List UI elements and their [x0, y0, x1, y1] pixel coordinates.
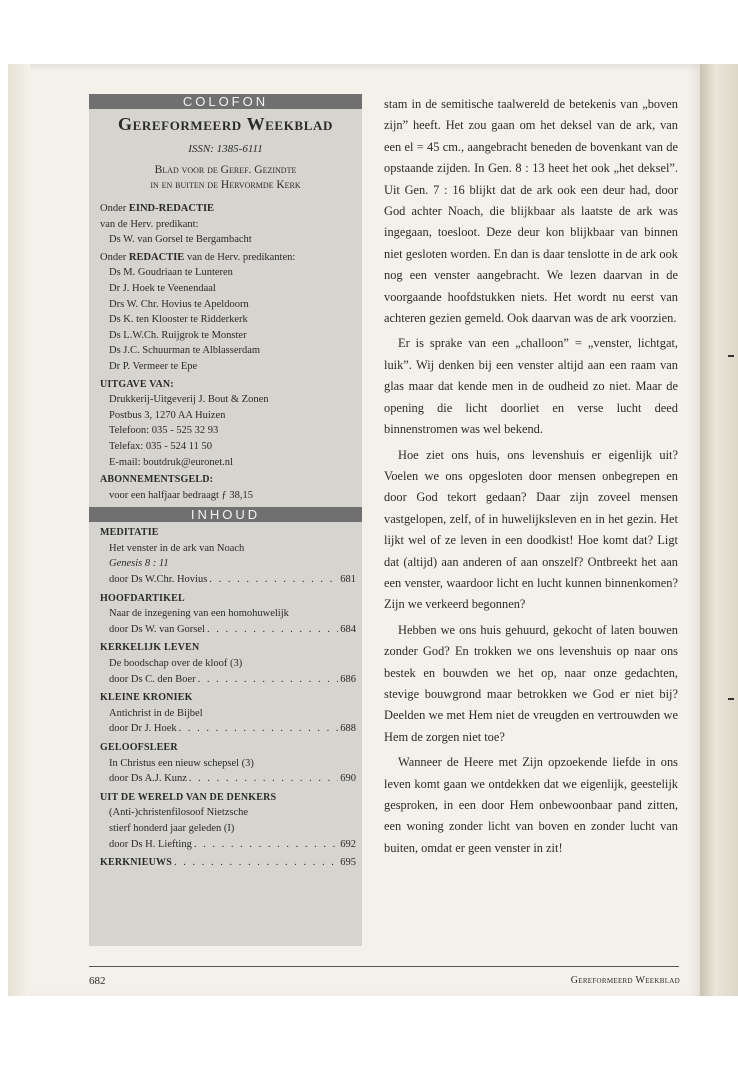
toc-author-line — [100, 721, 356, 737]
toc-author-line — [100, 572, 356, 588]
eind-redactie-prefix: Onder — [100, 203, 129, 214]
abonnementsgeld-label: ABONNEMENTSGELD: — [100, 474, 214, 486]
redactie-prefix: Onder — [100, 251, 129, 263]
toc-title: Naar de inzegening van een homohuwelijk — [109, 608, 289, 620]
toc-leader — [179, 721, 339, 737]
facing-page-edge — [700, 64, 738, 996]
toc-author-line — [100, 622, 356, 638]
toc-page: 684 — [340, 623, 356, 635]
article-paragraph: Hebben we ons huis gehuurd, gekocht of laten bouwen zonder God? En trokken we ons levenshuis op naar ons bestek en bouwden we het op, naar onze gedachten, stevige bouwgrond maar betrokken we God er niet bij? Deelden we met Hem niet de vreugden en vertrouwden we Hem de zorgen niet toe? — [384, 622, 678, 744]
redactie-member: Ds M. Goudriaan te Lunteren — [109, 267, 233, 279]
toc-section-kleine-kroniek[interactable] — [100, 690, 356, 737]
issn: ISSN: 1385-6111 — [188, 143, 263, 155]
toc-scripture: Genesis 8 : 11 — [109, 558, 169, 570]
toc-author: door Ds C. den Boer — [109, 673, 196, 685]
toc-section-kerknieuws[interactable] — [100, 855, 356, 871]
uitgave-section — [89, 377, 362, 471]
uitgave-line: E-mail: boutdruk@euronet.nl — [109, 456, 233, 468]
toc-title: In Christus een nieuw schepsel (3) — [109, 757, 254, 769]
eind-redactie-heading — [100, 201, 356, 217]
subtitle — [89, 163, 362, 193]
article-paragraph: Hoe ziet ons huis, ons levenshuis er eigenlijk uit? Voelen we ons opgesloten door mensen onbegrepen en door God tekort gedaan? Daar zijn zoveel mensen vastgelopen, zelf, of in huwelijksleven en in het gezin. Het lijkt wel of ze leven in een doodkist! Hoe komt dat? Ligt dat (altijd) aan anderen of aan onszelf? Ontbreekt het aan een venster, waardoor licht en lucht kunnen binnenkomen? Zijn we verkeerd begonnen? — [384, 447, 678, 612]
toc-page: 695 — [340, 857, 356, 869]
toc-section-denkers[interactable] — [100, 790, 356, 852]
toc-list — [89, 525, 362, 870]
page-number: 682 — [89, 975, 106, 987]
toc-author-line — [100, 771, 356, 787]
uitgave-label: UITGAVE VAN: — [100, 378, 174, 390]
masthead-title: Gereformeerd Weekblad — [118, 114, 333, 134]
toc-author: door Ds A.J. Kunz — [109, 773, 187, 785]
toc-author: door Dr J. Hoek — [109, 723, 177, 735]
toc-page: 692 — [340, 838, 356, 850]
inhoud-band: INHOUD — [89, 507, 362, 522]
uitgave-line: Telefax: 035 - 524 11 50 — [109, 440, 212, 452]
toc-heading: KERKELIJK LEVEN — [100, 642, 200, 654]
eind-redactie-line: van de Herv. predikant: — [100, 218, 199, 230]
redactie-member: Ds J.C. Schuurman te Alblasserdam — [109, 345, 261, 357]
toc-title: De boodschap over de kloof (3) — [109, 658, 243, 670]
redactie-member: Dr J. Hoek te Veenendaal — [109, 282, 216, 294]
edge-mark — [728, 355, 734, 357]
toc-heading: KERKNIEUWS — [100, 857, 173, 869]
subtitle-line-2: in en buiten de Hervormde Kerk — [150, 179, 301, 191]
toc-author: door Ds H. Liefting — [109, 838, 192, 850]
toc-section-hoofdartikel[interactable] — [100, 591, 356, 638]
toc-section-meditatie[interactable] — [100, 525, 356, 587]
eind-redactie-section — [89, 201, 362, 248]
toc-leader — [194, 837, 338, 853]
toc-heading: UIT DE WERELD VAN DE DENKERS — [100, 791, 277, 803]
subtitle-line-1: Blad voor de Geref. Gezindte — [154, 164, 297, 176]
redactie-heading — [100, 250, 356, 266]
abonnementsgeld-text: voor een halfjaar bedraagt ƒ 38,15 — [109, 489, 254, 501]
toc-author-line — [100, 672, 356, 688]
abonnement-section — [89, 472, 362, 503]
colofon-band: COLOFON — [89, 94, 362, 109]
toc-title: (Anti-)christenfilosoof Nietzsche — [109, 807, 249, 819]
colofon-box — [89, 94, 362, 946]
toc-section-kerkelijk-leven[interactable] — [100, 640, 356, 687]
running-head: Gereformeerd Weekblad — [570, 975, 680, 986]
toc-page: 686 — [340, 673, 356, 685]
eind-redactie-label: EIND-REDACTIE — [128, 203, 215, 214]
toc-heading: GELOOFSLEER — [100, 742, 178, 753]
toc-leader — [207, 622, 338, 638]
toc-leader — [198, 672, 339, 688]
article-column — [384, 94, 678, 859]
article-paragraph: Er is sprake van een „challoon” = „venster, lichtgat, luik”. Wij denken bij een venster altijd aan een raam van glas maar dat kende men in de oudheid zo niet. Maar de opening die licht doorliet en verse lucht deed binnenstromen was wel bekend. — [384, 336, 678, 437]
uitgave-line: Drukkerij-Uitgeverij J. Bout & Zonen — [109, 394, 269, 406]
toc-title: Antichrist in de Bijbel — [109, 707, 203, 719]
redactie-suffix: van de Herv. predikanten: — [184, 251, 296, 263]
uitgave-line: Telefoon: 035 - 525 32 93 — [109, 425, 219, 437]
redactie-section — [89, 250, 362, 375]
page-spine — [8, 64, 30, 996]
toc-leader — [189, 771, 338, 787]
toc-author-line — [100, 837, 356, 853]
toc-heading: MEDITATIE — [100, 527, 159, 539]
toc-leader — [209, 572, 338, 588]
redactie-label: REDACTIE — [128, 251, 185, 263]
toc-author: door Ds W.Chr. Hovius — [109, 574, 208, 586]
eind-redactie-name: Ds W. van Gorsel te Bergambacht — [109, 234, 252, 246]
toc-page: 688 — [340, 723, 356, 735]
toc-heading: HOOFDARTIKEL — [100, 592, 185, 604]
article-paragraph: stam in de semitische taalwereld de betekenis van „boven zijn” heeft. Het zou gaan om het deksel van de ark, van een el = 45 cm., aangebracht beneden de bovenkant van de opstaande zijden. In Gen. 8 : 13 heet het ook „het deksel”. Uit Gen. 7 : 16 blijkt dat de ark ook een deur had, door God achter Noach, die blijkbaar als laatste de ark was ingegaan, toesloot. Deze deur kon blijkbaar van binnen niet gesloten worden. En dan is daar tenslotte in de ark ook nog een venster aangebracht. We lezen daarvan in de voorgaande hoofdstukken niets. Het wordt nu eerst van achteren gezien gemeld. Ook daarvan was de ark voorzien. — [384, 97, 678, 326]
toc-heading: KLEINE KRONIEK — [100, 692, 193, 704]
toc-leader — [174, 855, 338, 871]
footer-rule — [89, 966, 679, 967]
redactie-member: Dr P. Vermeer te Epe — [109, 360, 198, 372]
toc-page: 690 — [340, 773, 356, 785]
toc-title-continued: stierf honderd jaar geleden (I) — [109, 822, 235, 834]
uitgave-line: Postbus 3, 1270 AA Huizen — [109, 409, 226, 421]
edge-mark — [728, 698, 734, 700]
redactie-member: Ds K. ten Klooster te Ridderkerk — [109, 314, 248, 326]
toc-author: door Ds W. van Gorsel — [109, 623, 205, 635]
redactie-member: Drs W. Chr. Hovius te Apeldoorn — [109, 298, 249, 310]
toc-section-geloofsleer[interactable] — [100, 740, 356, 787]
redactie-member: Ds L.W.Ch. Ruijgrok te Monster — [109, 329, 247, 341]
toc-page: 681 — [340, 574, 356, 586]
article-paragraph: Wanneer de Heere met Zijn opzoekende liefde in ons leven komt gaan we ontdekken dat we eigenlijk, geestelijk gesproken, in een door Hem onbewoonbaar pand zitten, een woning zonder licht van boven en zonder lucht van buiten, omdat er geen venster in zit! — [384, 755, 678, 855]
toc-title: Het venster in de ark van Noach — [109, 542, 245, 554]
